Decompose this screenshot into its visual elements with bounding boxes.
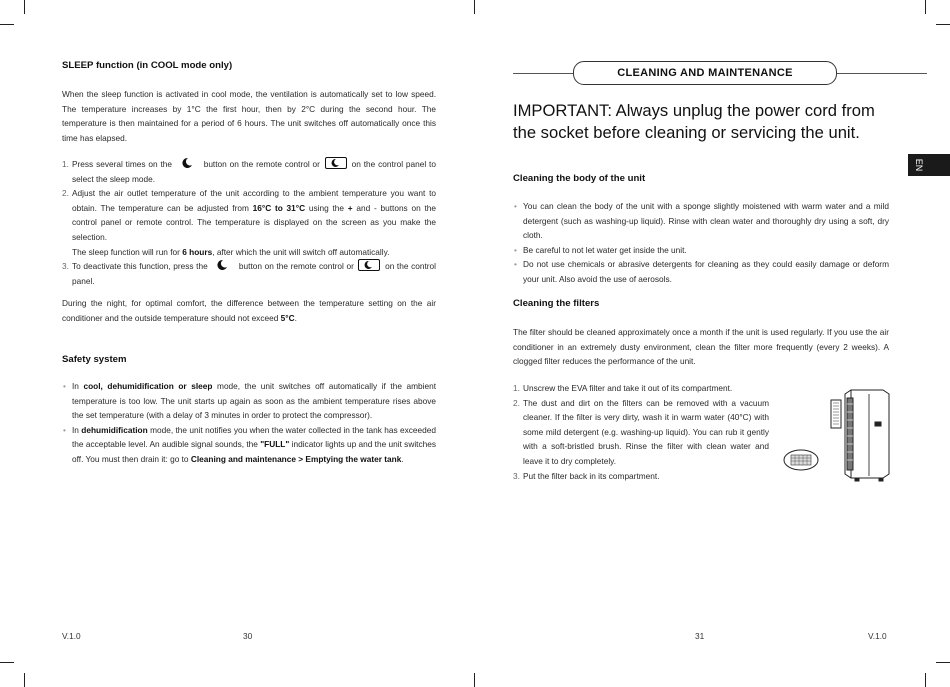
moon-icon (210, 259, 236, 271)
list-item: 3. To deactivate this function, press the button on the remote control or on the control panel. (62, 261, 436, 286)
version-label: V.1.0 (868, 631, 887, 641)
list-item: • Do not use chemicals or abrasive detergents for cleaning as they could easily damage or deform your unit. Also avoid the use of aerosols. (514, 259, 889, 284)
filter-steps-list (513, 381, 769, 483)
list-item: 3. Put the filter back in its compartment. (513, 470, 660, 481)
filters-intro-paragraph: The filter should be cleaned approximately once a month if the unit is used regularly. If you use the air conditioner in an extremely dusty environment, clean the filter more frequently (every 2 weeks). A clogged filter reduces the performance of the unit. (513, 327, 889, 367)
safety-bullets-list (62, 379, 436, 467)
banner-rule (837, 73, 927, 74)
list-item: 1. Unscrew the EVA filter and take it out of its compartment. (513, 383, 733, 393)
list-item: 2. The dust and dirt on the filters can be removed with a vacuum cleaner. If the filter is very dirty, wash it in warm water (40°C) with some mild detergent (e.g. washing-up liquid). You can rub it gently with a soft-bristled brush. Rinse the filter with clean water and leave it to dry completely. (513, 397, 769, 466)
air-conditioner-illustration (781, 386, 893, 482)
important-warning: IMPORTANT: Always unplug the power cord from the socket before cleaning or servicing the unit. (513, 101, 875, 142)
moon-icon (175, 157, 201, 169)
page-number: 31 (695, 631, 705, 641)
sleep-function-heading: SLEEP function (in COOL mode only) (62, 60, 233, 71)
sleep-steps-list (62, 157, 436, 288)
list-item: • Be careful to not let water get inside the unit. (514, 244, 687, 255)
filters-cleaning-heading: Cleaning the filters (513, 298, 600, 309)
banner-rule (513, 73, 573, 74)
list-item: 2. Adjust the air outlet temperature of the unit according to the ambient temperature you want to obtain. The temperature can be adjusted from 16°C to 31°C using the + and - buttons on the control panel or remote control. The temperature is displayed on the screen as you make the selection. The sleep function will run for 6 hours, after which the unit will switch off automatically. (62, 188, 436, 257)
section-banner (513, 61, 927, 85)
page-number: 30 (243, 631, 253, 641)
body-cleaning-heading: Cleaning the body of the unit (513, 173, 646, 184)
list-item: • You can clean the body of the unit with a sponge slightly moistened with warm water and a mild detergent (such as washing-up liquid). Rinse with clean water and thoroughly dry using a soft, dry cloth. (514, 201, 889, 241)
list-item: • In cool, dehumidification or sleep mode, the unit switches off automatically if the ambient temperature is too low. The unit starts up again as soon as the ambient temperature rises above the set temperature (with a delay of 3 minutes in order to protect the compressor). (63, 381, 437, 421)
sleep-panel-button-icon (358, 259, 380, 271)
list-item: • In dehumidification mode, the unit notifies you when the water collected in the tank has exceeded the acceptable level. An audible signal sounds, the "FULL" indicator lights up and the unit switches off. You must then drain it: go to Cleaning and maintenance > Emptying the water tank. (63, 424, 437, 464)
language-tab: EN (908, 154, 950, 176)
body-cleaning-list (513, 199, 889, 287)
night-comfort-paragraph: During the night, for optimal comfort, the difference between the temperature setting on the air conditioner and the outside temperature should not exceed 5°C. (62, 298, 436, 323)
safety-system-heading: Safety system (62, 354, 127, 365)
right-page (475, 0, 950, 687)
sleep-panel-button-icon (325, 157, 347, 169)
filter-illustration (784, 450, 818, 470)
list-item: 1. Press several times on the button on the remote control or on the control panel to select the sleep mode. (62, 159, 436, 184)
version-label: V.1.0 (62, 631, 81, 641)
section-title: CLEANING AND MAINTENANCE (573, 61, 837, 85)
sleep-intro-paragraph: When the sleep function is activated in cool mode, the ventilation is automatically set to low speed. The temperature increases by 1°C the first hour, then by 2°C during the second hour. The temperature is then maintained for a period of 6 hours. The unit switches off automatically once this time has elapsed. (62, 89, 436, 143)
